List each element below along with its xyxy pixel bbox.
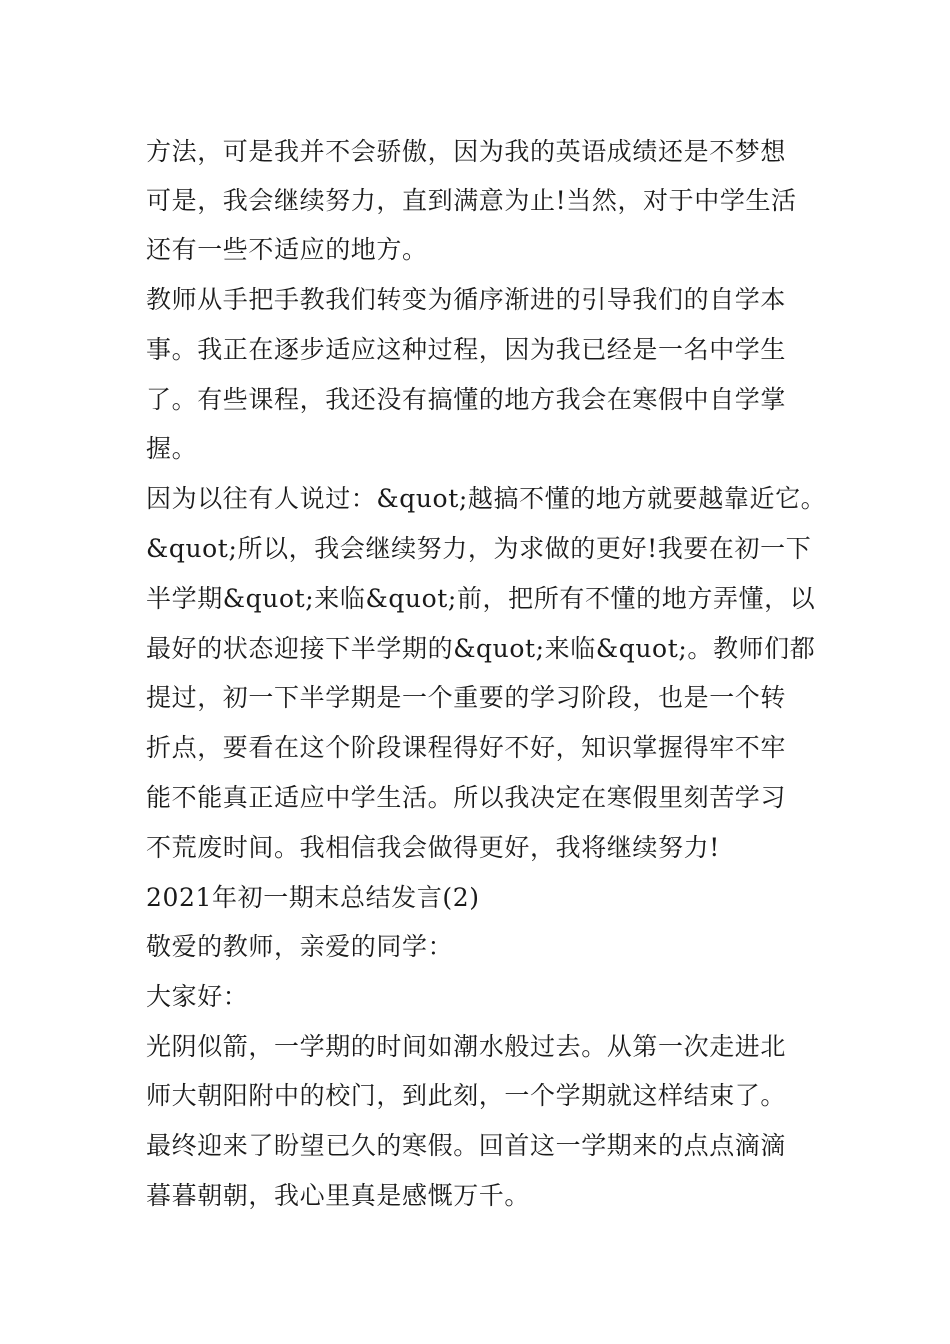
text-line: 师大朝阳附中的校门，到此刻，一个学期就这样结束了。 xyxy=(146,1081,787,1110)
text-line: 方法，可是我并不会骄傲，因为我的英语成绩还是不梦想 xyxy=(146,137,787,166)
section-heading: 2021年初一期末总结发言(2) xyxy=(146,883,480,912)
text-line: 暮暮朝朝，我心里真是感慨万千。 xyxy=(146,1181,531,1210)
salutation: 敬爱的教师，亲爱的同学： xyxy=(146,932,454,961)
text-line: 了。有些课程，我还没有搞懂的地方我会在寒假中自学掌 xyxy=(146,385,787,414)
text-line: 不荒废时间。我相信我会做得更好，我将继续努力! xyxy=(146,833,720,862)
text-line: 可是，我会继续努力，直到满意为止!当然，对于中学生活 xyxy=(146,186,797,215)
text-line: 光阴似箭，一学期的时间如潮水般过去。从第一次走进北 xyxy=(146,1032,787,1061)
text-line: &quot;所以，我会继续努力，为求做的更好!我要在初一下 xyxy=(146,534,812,563)
text-line: 教师从手把手教我们转变为循序渐进的引导我们的自学本 xyxy=(146,285,787,314)
text-line: 提过，初一下半学期是一个重要的学习阶段，也是一个转 xyxy=(146,683,787,712)
text-line: 握。 xyxy=(146,434,198,463)
text-line: 最好的状态迎接下半学期的&quot;来临&quot;。教师们都 xyxy=(146,634,816,663)
text-line: 事。我正在逐步适应这种过程，因为我已经是一名中学生 xyxy=(146,335,787,364)
text-line: 折点，要看在这个阶段课程得好不好，知识掌握得牢不牢 xyxy=(146,733,787,762)
text-line: 最终迎来了盼望已久的寒假。回首这一学期来的点点滴滴 xyxy=(146,1131,787,1160)
text-line: 能不能真正适应中学生活。所以我决定在寒假里刻苦学习 xyxy=(146,783,787,812)
text-line: 因为以往有人说过：&quot;越搞不懂的地方就要越靠近它。 xyxy=(146,484,827,513)
text-line: 半学期&quot;来临&quot;前，把所有不懂的地方弄懂，以 xyxy=(146,584,816,613)
greeting: 大家好： xyxy=(146,982,249,1011)
text-line: 还有一些不适应的地方。 xyxy=(146,235,428,264)
